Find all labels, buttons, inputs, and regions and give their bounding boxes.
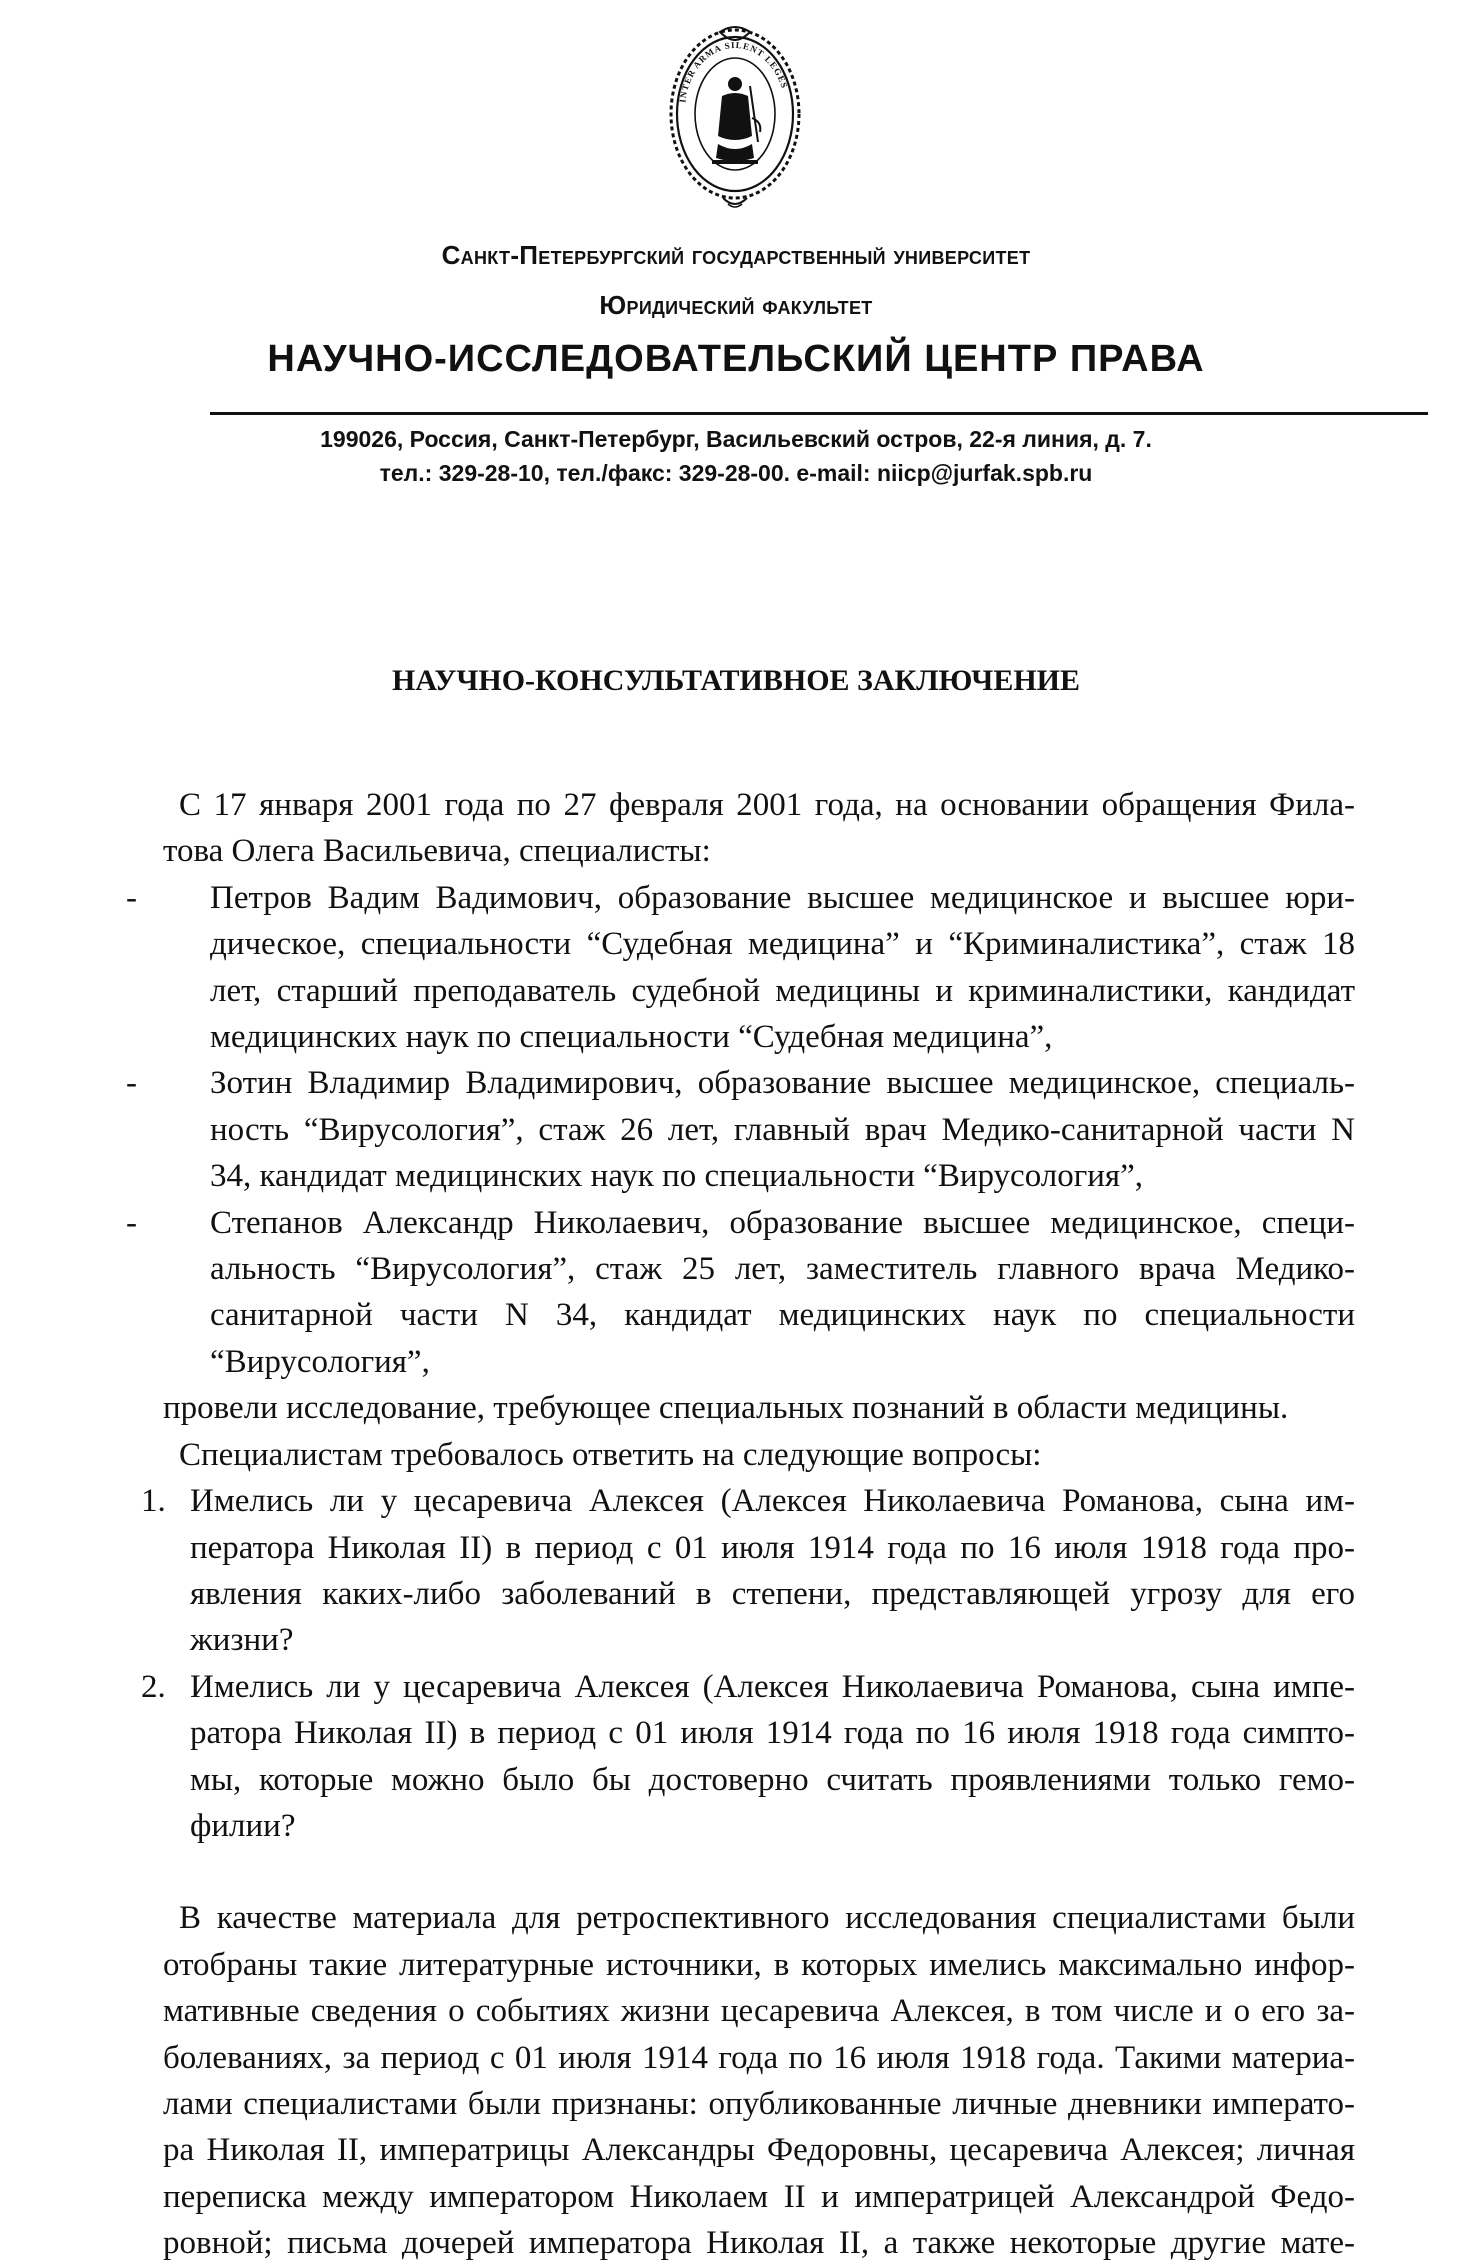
university-name: Санкт-Петербургский государственный университет: [441, 240, 1031, 270]
letterhead-divider: [210, 412, 1428, 415]
body-line: жизни?: [190, 1622, 294, 1659]
body-line: ратора Николая II) в период с 01 июля 1914 года по 16 июля 1918 года симпто-: [190, 1715, 1355, 1752]
document-body: [126, 782, 1355, 2267]
body-line: Имелись ли у цесаревича Алексея (Алексея Николаевича Романова, сына импе-: [190, 1668, 1355, 1705]
body-line: Имелись ли у цесаревича Алексея (Алексея Николаевича Романова, сына им-: [190, 1483, 1355, 1520]
body-line: отобраны такие литературные источники, в которых имелись максимально инфор-: [163, 1946, 1355, 1983]
body-line: дическое, специальности “Судебная медицина” и “Криминалистика”, стаж 18: [210, 926, 1355, 963]
list-item: [141, 1664, 1355, 1850]
body-line: альность “Вирусология”, стаж 25 лет, заместитель главного врача Медико-: [210, 1251, 1355, 1288]
body-line: Степанов Александр Николаевич, образование высшее медицинское, специ-: [210, 1204, 1355, 1241]
list-item: [126, 1200, 1355, 1386]
body-line: явления каких-либо заболеваний в степени, представляющей угрозу для его: [190, 1575, 1355, 1612]
body-line: болеваниях, за период с 01 июля 1914 года по 16 июля 1918 года. Такими материа-: [163, 2039, 1355, 2076]
list-marker: -: [126, 1065, 137, 1102]
body-line: лами специалистами были признаны: опубликованные личные дневники императо-: [163, 2085, 1355, 2122]
faculty-name: Юридический факультет: [599, 290, 873, 320]
list-item: [126, 1060, 1355, 1199]
body-line: Зотин Владимир Владимирович, образование высшее медицинское, специаль-: [210, 1065, 1355, 1102]
paragraph-gap: [163, 1849, 1355, 1895]
document-title: НАУЧНО-КОНСУЛЬТАТИВНОЕ ЗАКЛЮЧЕНИЕ: [391, 664, 1081, 697]
center-name: НАУЧНО-ИССЛЕДОВАТЕЛЬСКИЙ ЦЕНТР ПРАВА: [267, 338, 1205, 380]
body-line: “Вирусология”,: [210, 1343, 430, 1380]
university-seal-icon: [668, 22, 802, 210]
body-line: 34, кандидат медицинских наук по специальности “Вирусология”,: [210, 1158, 1144, 1195]
body-line: ность “Вирусология”, стаж 26 лет, главный врач Медико-санитарной части N: [210, 1111, 1355, 1148]
list-item: [141, 1478, 1355, 1664]
svg-text:INTER ARMA SILENT LEGES: INTER ARMA SILENT LEGES: [677, 39, 790, 104]
body-line: ровной; письма дочерей императора Николая II, а также некоторые другие мате-: [163, 2225, 1355, 2262]
body-line: С 17 января 2001 года по 27 февраля 2001 года, на основании обращения Фила-: [179, 787, 1355, 823]
list-marker: 1.: [141, 1483, 166, 1520]
body-line: мативные сведения о событиях жизни цесаревича Алексея, в том числе и о его за-: [163, 1993, 1355, 2030]
body-line: медицинских наук по специальности “Судебная медицина”,: [210, 1019, 1053, 1056]
body-line: ра Николая II, императрицы Александры Федоровны, цесаревича Алексея; личная: [163, 2132, 1355, 2169]
body-line: Петров Вадим Вадимович, образование высшее медицинское и высшее юри-: [210, 879, 1355, 916]
list-marker: 2.: [141, 1668, 166, 1705]
body-line: това Олега Васильевича, специалисты:: [163, 833, 711, 870]
body-line: В качестве материала для ретроспективного исследования специалистами были: [179, 1900, 1355, 1937]
body-line: санитарной части N 34, кандидат медицинских наук по специальности: [210, 1297, 1355, 1334]
list-item: [126, 875, 1355, 1061]
body-line: ператора Николая II) в период с 01 июля 1914 года по 16 июля 1918 года про-: [190, 1529, 1355, 1566]
body-line: переписка между императором Николаем II и императрицей Александрой Федо-: [163, 2178, 1355, 2215]
body-line: Специалистам требовалось ответить на следующие вопросы:: [179, 1436, 1042, 1473]
contacts-line: тел.: 329-28-10, тел./факс: 329-28-00. e-mail: niicp@jurfak.spb.ru: [379, 460, 1093, 486]
body-line: филии?: [190, 1807, 296, 1844]
body-line: лет, старший преподаватель судебной медицины и криминалистики, кандидат: [210, 972, 1355, 1009]
body-line: провели исследование, требующее специальных познаний в области медицины.: [163, 1390, 1289, 1427]
address-line: 199026, Россия, Санкт-Петербург, Васильевский остров, 22-я линия, д. 7.: [320, 426, 1152, 452]
list-marker: -: [126, 879, 137, 916]
list-marker: -: [126, 1204, 137, 1241]
body-line: мы, которые можно было бы достоверно считать проявлениями только гемо-: [190, 1761, 1355, 1798]
